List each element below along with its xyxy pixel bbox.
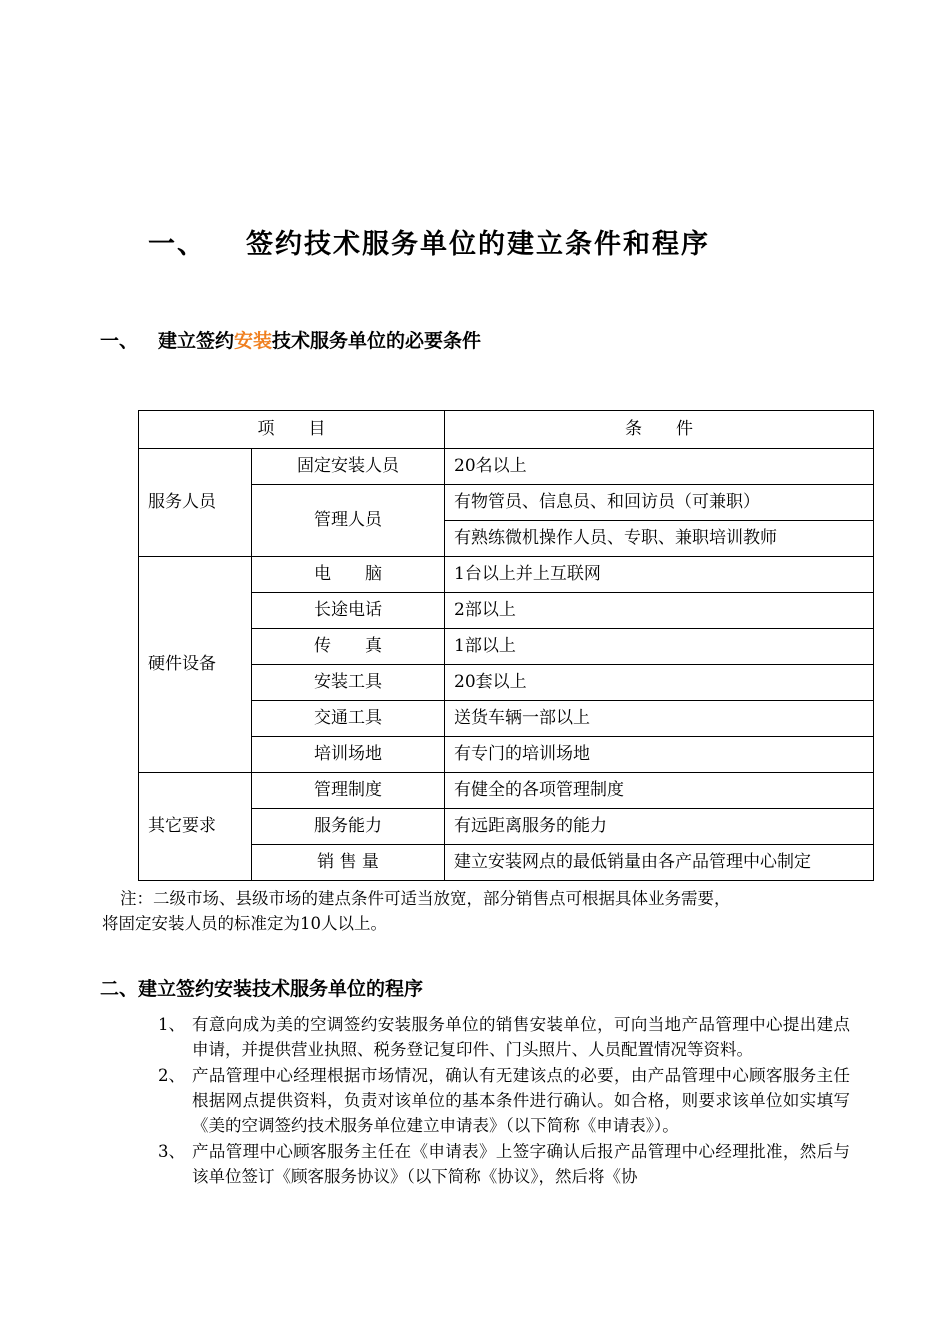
value-cell: 有专门的培训场地 — [445, 737, 874, 773]
value-cell: 20套以上 — [445, 665, 874, 701]
item-cell: 安装工具 — [252, 665, 445, 701]
section-heading-conditions — [100, 326, 481, 353]
value-cell: 20名以上 — [445, 449, 874, 485]
list-item — [150, 1012, 850, 1062]
step-number: 3、 — [158, 1142, 185, 1161]
step-text: 有意向成为美的空调签约安装服务单位的销售安装单位，可向当地产品管理中心提出建点申请，并提供营业执照、税务登记复印件、门头照片、人员配置情况等资料。 — [192, 1015, 850, 1059]
conditions-table — [138, 410, 874, 881]
item-cell: 电 脑 — [252, 557, 445, 593]
item-cell: 培训场地 — [252, 737, 445, 773]
category-cell: 其它要求 — [139, 773, 252, 881]
list-item — [150, 1063, 850, 1138]
step-text: 产品管理中心经理根据市场情况，确认有无建该点的必要，由产品管理中心顾客服务主任根据网点提供资料，负责对该单位的基本条件进行确认。如合格，则要求该单位如实填写《美的空调签约技术服务单位建立申请表》（以下简称《申请表》）。 — [192, 1066, 850, 1135]
note-line-2: 将固定安装人员的标准定为10人以上。 — [102, 914, 387, 933]
table-note — [102, 886, 862, 936]
table-row — [139, 773, 874, 809]
item-cell: 长途电话 — [252, 593, 445, 629]
table-row — [139, 557, 874, 593]
title-text: 签约技术服务单位的建立条件和程序 — [246, 229, 710, 260]
title-number: 一、 — [148, 229, 206, 260]
item-cell: 服务能力 — [252, 809, 445, 845]
item-cell: 交通工具 — [252, 701, 445, 737]
step-text: 产品管理中心顾客服务主任在《申请表》上签字确认后报产品管理中心经理批准，然后与该单位签订《顾客服务协议》（以下简称《协议》，然后将《协 — [192, 1142, 850, 1186]
item-cell: 管理制度 — [252, 773, 445, 809]
category-cell: 硬件设备 — [139, 557, 252, 773]
procedure-list — [150, 1012, 850, 1190]
category-cell: 服务人员 — [139, 449, 252, 557]
header-item: 项 目 — [139, 411, 445, 449]
section-heading-procedure: 二、建立签约安装技术服务单位的程序 — [100, 978, 424, 1000]
note-line-1: 注：二级市场、县级市场的建点条件可适当放宽，部分销售点可根据具体业务需要， — [120, 889, 731, 908]
value-cell: 有健全的各项管理制度 — [445, 773, 874, 809]
value-cell: 有远距离服务的能力 — [445, 809, 874, 845]
list-item — [150, 1139, 850, 1189]
item-cell: 固定安装人员 — [252, 449, 445, 485]
item-cell: 销 售 量 — [252, 845, 445, 881]
step-number: 2、 — [158, 1066, 185, 1085]
table-header-row — [139, 411, 874, 449]
value-cell: 2部以上 — [445, 593, 874, 629]
section-highlight: 安装 — [234, 330, 273, 352]
value-cell: 有物管员、信息员、和回访员（可兼职） — [445, 485, 874, 521]
value-cell: 1部以上 — [445, 629, 874, 665]
header-condition: 条 件 — [445, 411, 874, 449]
value-cell: 建立安装网点的最低销量由各产品管理中心制定 — [445, 845, 874, 881]
value-cell: 送货车辆一部以上 — [445, 701, 874, 737]
item-cell: 管理人员 — [252, 485, 445, 557]
table-row — [139, 449, 874, 485]
section-text-before: 建立签约 — [158, 330, 235, 352]
value-cell: 1台以上并上互联网 — [445, 557, 874, 593]
section-number: 一、 — [100, 330, 139, 352]
value-cell: 有熟练微机操作人员、专职、兼职培训教师 — [445, 521, 874, 557]
step-number: 1、 — [158, 1015, 185, 1034]
page-title — [148, 222, 848, 261]
item-cell: 传 真 — [252, 629, 445, 665]
section-text-after: 技术服务单位的必要条件 — [272, 330, 482, 352]
